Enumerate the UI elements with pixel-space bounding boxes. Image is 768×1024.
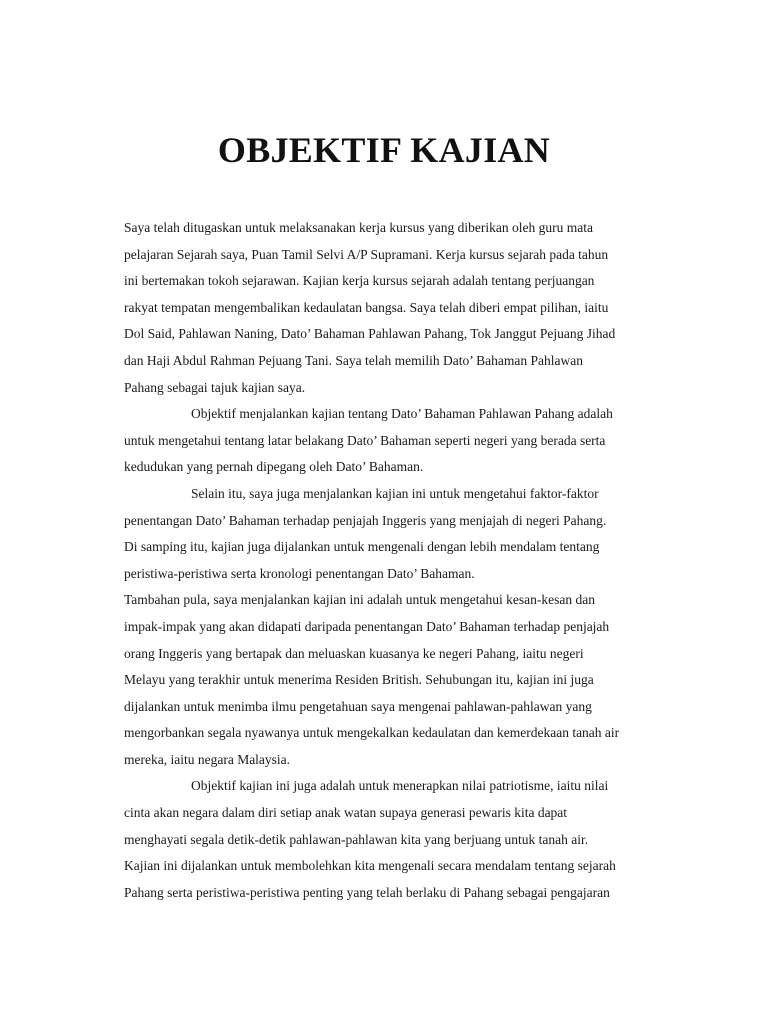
- paragraph-introduction: [124, 215, 653, 401]
- document-title: OBJEKTIF KAJIAN: [217, 130, 551, 170]
- text-line: Dol Said, Pahlawan Naning, Dato’ Bahaman Pahlawan Pahang, Tok Janggut Pejuang Jihad: [124, 326, 616, 342]
- text-line: mengorbankan segala nyawanya untuk mengekalkan kedaulatan dan kemerdekaan tanah air: [124, 725, 620, 741]
- document-body: [124, 215, 653, 906]
- text-line: dan Haji Abdul Rahman Pejuang Tani. Saya telah memilih Dato’ Bahaman Pahlawan: [124, 352, 583, 368]
- paragraph-objective-impact: [124, 587, 653, 773]
- text-line: cinta akan negara dalam diri setiap anak watan supaya generasi pewaris kita dapat: [124, 805, 568, 821]
- text-line: Pahang serta peristiwa-peristiwa penting yang telah berlaku di Pahang sebagai pengajaran: [124, 884, 610, 900]
- text-line: mereka, iaitu negara Malaysia.: [124, 751, 291, 767]
- text-line: Objektif menjalankan kajian tentang Dato’ Bahaman Pahlawan Pahang adalah: [191, 406, 613, 422]
- text-line: dijalankan untuk menimba ilmu pengetahuan saya mengenai pahlawan-pahlawan yang: [124, 698, 592, 714]
- paragraph-objective-patriotism: [124, 773, 653, 906]
- text-line: penentangan Dato’ Bahaman terhadap penjajah Inggeris yang menjajah di negeri Pahang.: [124, 512, 607, 528]
- text-line: orang Inggeris yang bertapak dan meluaskan kuasanya ke negeri Pahang, iaitu negeri: [124, 645, 584, 661]
- text-line: kedudukan yang pernah dipegang oleh Dato’ Bahaman.: [124, 459, 424, 475]
- text-line: rakyat tempatan mengembalikan kedaulatan bangsa. Saya telah diberi empat pilihan, iaitu: [124, 299, 609, 315]
- text-line: peristiwa-peristiwa serta kronologi penentangan Dato’ Bahaman.: [124, 565, 475, 581]
- text-line: Di samping itu, kajian juga dijalankan untuk mengenali dengan lebih mendalam tentang: [124, 539, 600, 555]
- text-line: untuk mengetahui tentang latar belakang Dato’ Bahaman seperti negeri yang berada serta: [124, 432, 606, 448]
- text-line: Tambahan pula, saya menjalankan kajian ini adalah untuk mengetahui kesan-kesan dan: [124, 592, 596, 608]
- text-line: Objektif kajian ini juga adalah untuk menerapkan nilai patriotisme, iaitu nilai: [191, 778, 609, 794]
- text-line: impak-impak yang akan didapati daripada penentangan Dato’ Bahaman terhadap penjajah: [124, 618, 610, 634]
- text-line: Saya telah ditugaskan untuk melaksanakan kerja kursus yang diberikan oleh guru mata: [124, 220, 593, 235]
- text-line: ini bertemakan tokoh sejarawan. Kajian kerja kursus sejarah adalah tentang perjuangan: [124, 273, 595, 289]
- text-line: Kajian ini dijalankan untuk membolehkan kita mengenali secara mendalam tentang sejarah: [124, 858, 616, 874]
- text-line: Melayu yang terakhir untuk menerima Residen British. Sehubungan itu, kajian ini juga: [124, 672, 594, 688]
- text-line: Selain itu, saya juga menjalankan kajian ini untuk mengetahui faktor-faktor: [191, 485, 599, 501]
- paragraph-objective-factors: [124, 481, 653, 587]
- text-line: menghayati segala detik-detik pahlawan-pahlawan kita yang berjuang untuk tanah air.: [124, 831, 589, 847]
- text-line: Pahang sebagai tajuk kajian saya.: [124, 379, 306, 395]
- paragraph-objective-background: [124, 401, 653, 481]
- text-line: pelajaran Sejarah saya, Puan Tamil Selvi A/P Supramani. Kerja kursus sejarah pada tahun: [124, 246, 609, 262]
